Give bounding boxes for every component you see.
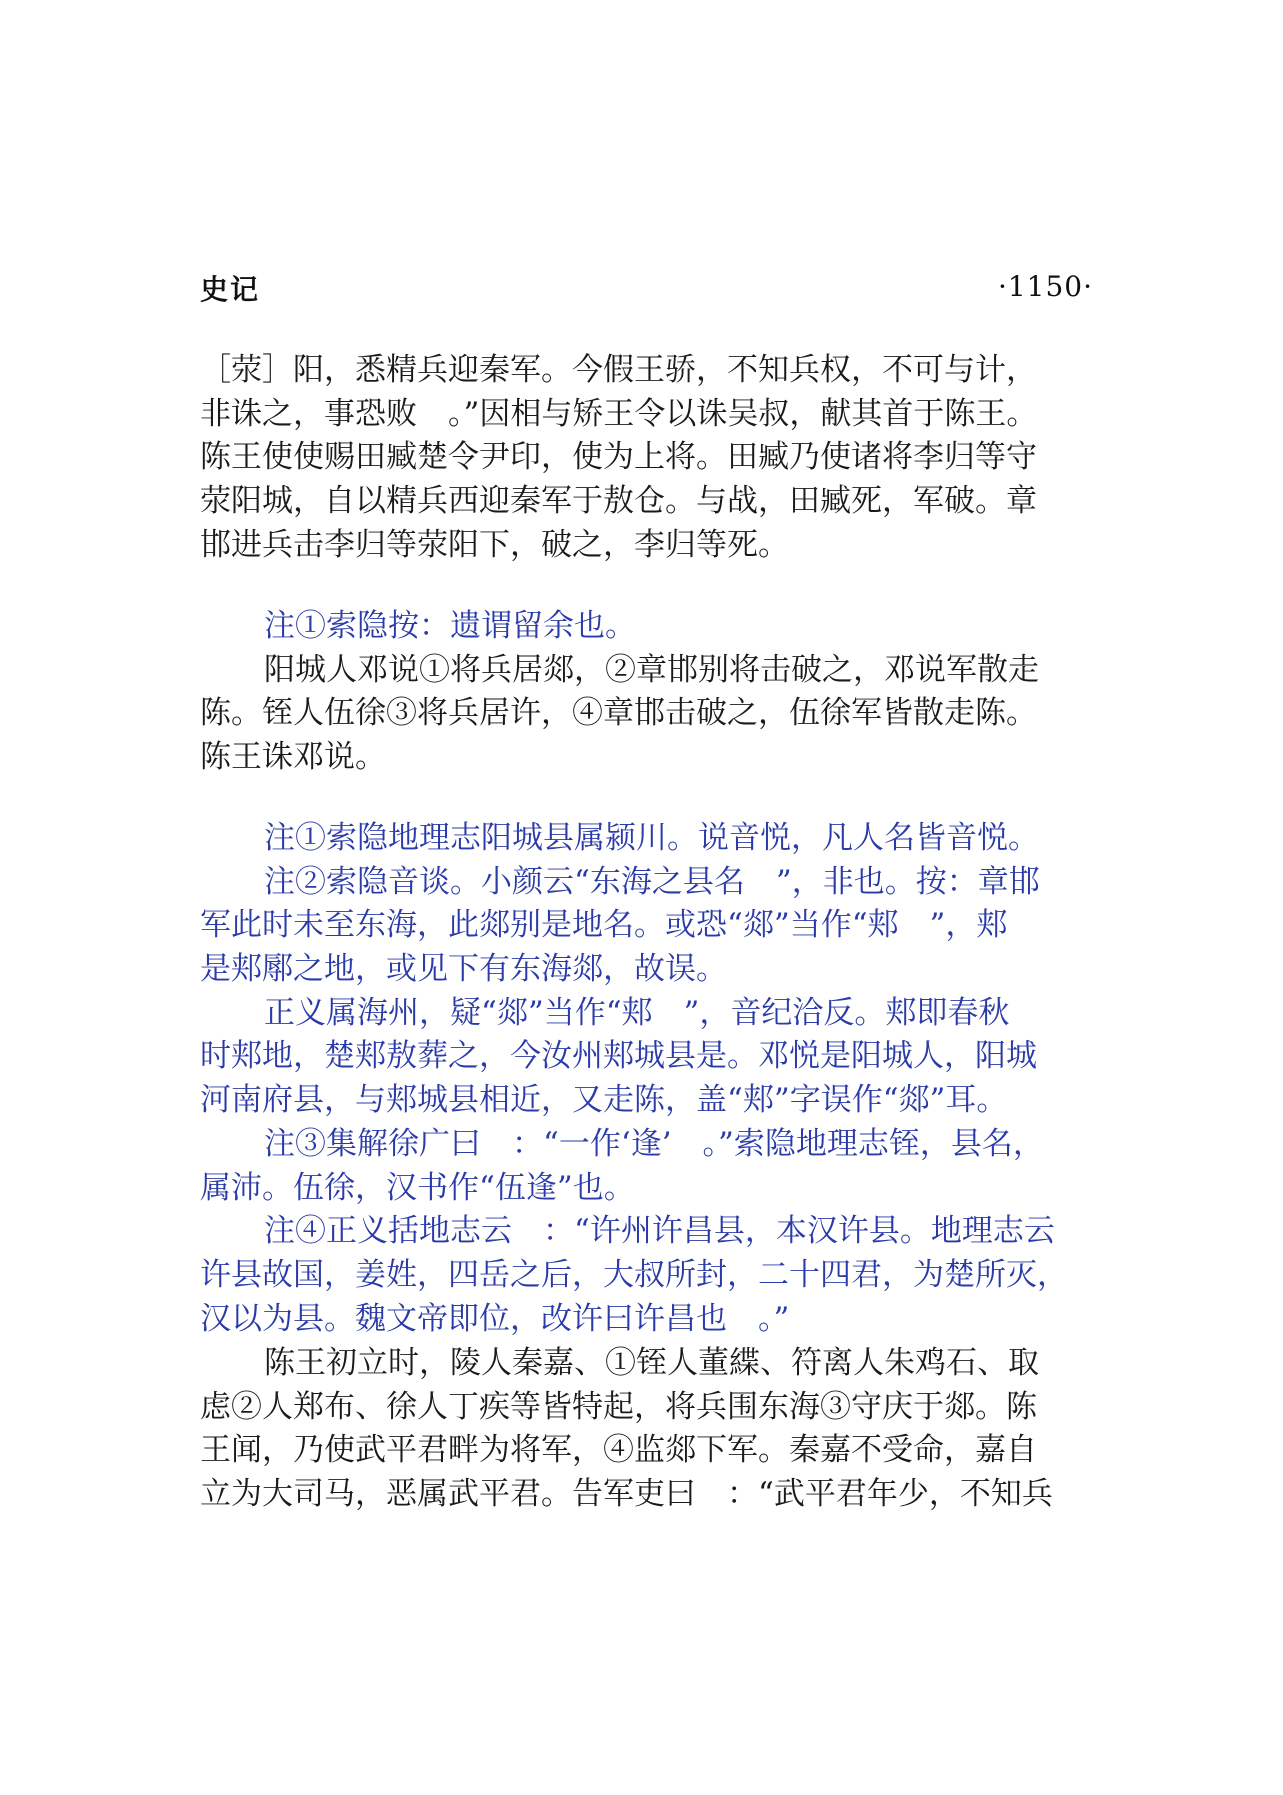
- annotation-line: 许县故国，姜姓，四岳之后，大叔所封，二十四君，为楚所灭，: [200, 1256, 1068, 1293]
- text-line: 阳城人邓说①将兵居郯，②章邯别将击破之，邓说军散走: [264, 651, 1039, 688]
- main-text-block-3: [200, 1342, 1093, 1517]
- annotation-line: 正义属海州，疑“郯”当作“郏 ”，音纪洽反。郏即春秋: [264, 994, 1010, 1031]
- text-line: 王闻，乃使武平君畔为将军，④监郯下军。秦嘉不受命，嘉自: [200, 1432, 1037, 1469]
- main-text-block-2: [200, 605, 1093, 780]
- annotation-line: 注②索隐音谈。小颜云“东海之县名 ”，非也。按：章邯: [264, 863, 1040, 900]
- text-line: 荥阳城，自以精兵西迎秦军于敖仓。与战，田臧死，军破。章: [200, 483, 1037, 520]
- text-line: 非诛之，事恐败 。”因相与矫王令以诛吴叔，献其首于陈王。: [200, 395, 1038, 432]
- annotation-block: [200, 817, 1093, 1341]
- annotation-line: 注④正义括地志云 ：“许州许昌县，本汉许县。地理志云: [264, 1213, 1055, 1250]
- annotation-line: 军此时未至东海，此郯别是地名。或恐“郯”当作“郏 ”，郏: [200, 907, 1008, 944]
- main-text-block-1: [200, 349, 1093, 567]
- annotation-line: 时郏地，楚郏敖葬之，今汝州郏城县是。邓悦是阳城人，阳城: [200, 1038, 1037, 1075]
- annotation-line: 注①索隐地理志阳城县属颍川。说音悦，凡人名皆音悦。: [264, 820, 1039, 856]
- text-line: 邯进兵击李归等荥阳下，破之，李归等死。: [200, 526, 789, 563]
- page-header: [200, 268, 1093, 312]
- text-line: 虑②人郑布、徐人丁疾等皆特起，将兵围东海③守庆于郯。陈: [200, 1388, 1037, 1425]
- text-line: 陈王诛邓说。: [200, 739, 386, 776]
- annotation-line: 注①索隐按：遗谓留余也。: [264, 608, 636, 644]
- annotation-line: 河南府县，与郏城县相近，又走陈，盖“郏”字误作“郯”耳。: [200, 1082, 1008, 1119]
- text-line: 陈王使使赐田臧楚令尹印，使为上将。田臧乃使诸将李归等守: [200, 439, 1037, 476]
- annotation-line: 是郏鄏之地，或见下有东海郯，故误。: [200, 951, 727, 988]
- text-line: 立为大司马，恶属武平君。告军吏曰 ：“武平君年少，不知兵: [200, 1476, 1053, 1513]
- text-line: 陈王初立时，陵人秦嘉、①铚人董緤、符离人朱鸡石、取: [264, 1345, 1039, 1381]
- text-line: 陈。铚人伍徐③将兵居许，④章邯击破之，伍徐军皆散走陈。: [200, 695, 1037, 732]
- annotation-line: 注③集解徐广曰 ：“一作‘逢’ 。”索隐地理志铚，县名，: [264, 1125, 1044, 1162]
- page-number: ·1150·: [997, 270, 1093, 303]
- annotation-line: 汉以为县。魏文帝即位，改许曰许昌也 。”: [200, 1300, 790, 1337]
- annotation-line: 属沛。伍徐，汉书作“伍逢”也。: [200, 1169, 635, 1206]
- running-title: 史记: [200, 273, 261, 306]
- text-line: ［荥］阳，悉精兵迎秦军。今假王骄，不知兵权，不可与计，: [200, 352, 1037, 388]
